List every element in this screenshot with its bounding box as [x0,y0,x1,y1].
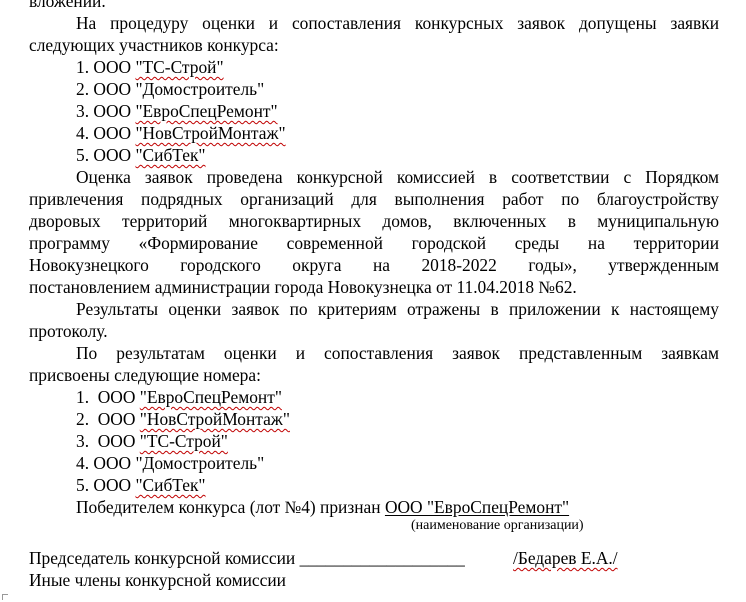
results-line-2: протоколу. [29,321,108,341]
ranking-intro-line-2: присвоены следующие номера: [29,365,261,385]
evaluation-line-3: дворовых территорий многоквартирных домов, включенных в муниципальную [29,211,719,231]
evaluation-line-1: Оценка заявок проведена конкурсной комиссией в соответствии с Порядком [76,167,719,187]
evaluation-line-6: постановлением администрации города Новокузнецка от 11.04.2018 №62. [29,277,577,297]
ranking-item-1: 1. ООО "ЕвроСпецРемонт" [76,387,282,407]
page-corner-marker [2,594,8,600]
signature-blank: ___________________ [299,548,465,568]
admitted-item-2: 2. ООО "Домостроитель" [76,79,265,99]
admitted-item-5: 5. ООО "СибТек" [76,145,206,165]
winner-line: Победителем конкурса (лот №4) признан ООО "ЕвроСпецРемонт" [76,497,570,517]
spellcheck-underline: "ТС-Строй" [135,57,224,77]
chair-signature-line: Председатель конкурсной комиссии ___________________ [29,548,465,568]
results-line-1: Результаты оценки заявок по критериям отражены в приложении к настоящему [76,299,719,319]
ranking-item-5: 5. ООО "СибТек" [76,475,206,495]
spellcheck-underline: /Бедарев Е.А./ [513,548,618,568]
spellcheck-underline: "НовСтройМонтаж" [139,409,290,429]
admitted-item-3: 3. ООО "ЕвроСпецРемонт" [76,101,278,121]
spellcheck-underline: "СибТек" [135,145,206,165]
evaluation-line-2: привлечения подрядных организаций для выполнения работ по благоустройству [29,189,719,209]
spellcheck-underline: "ТС-Строй" [139,431,228,451]
ranking-item-3: 3. ООО "ТС-Строй" [76,431,228,451]
winner-name: ООО "ЕвроСпецРемонт" [384,497,570,517]
spellcheck-underline: "ЕвроСпецРемонт" [135,101,278,121]
previous-text-fragment: вложении. [29,0,106,11]
spellcheck-underline: "ЕвроСпецРемонт" [139,387,282,407]
evaluation-line-4: программу «Формирование современной городской среды на территории [29,233,719,253]
admitted-intro-line-1: На процедуру оценки и сопоставления конкурсных заявок допущены заявки [76,13,719,33]
members-label: Иные члены конкурсной комиссии [29,570,286,590]
ranking-item-4: 4. ООО "Домостроитель" [76,453,265,473]
admitted-item-1: 1. ООО "ТС-Строй" [76,57,224,77]
ranking-item-2: 2. ООО "НовСтройМонтаж" [76,409,290,429]
admitted-item-4: 4. ООО "НовСтройМонтаж" [76,123,286,143]
winner-caption: (наименование организации) [411,518,584,533]
admitted-intro-line-2: следующих участников конкурса: [29,35,279,55]
spellcheck-underline: "СибТек" [135,475,206,495]
spellcheck-underline: "НовСтройМонтаж" [135,123,286,143]
evaluation-line-5: Новокузнецкого городского округа на 2018-2022 годы», утвержденным [29,255,719,275]
ranking-intro-line-1: По результатам оценки и сопоставления заявок представленным заявкам [76,343,719,363]
chair-name [513,547,618,569]
